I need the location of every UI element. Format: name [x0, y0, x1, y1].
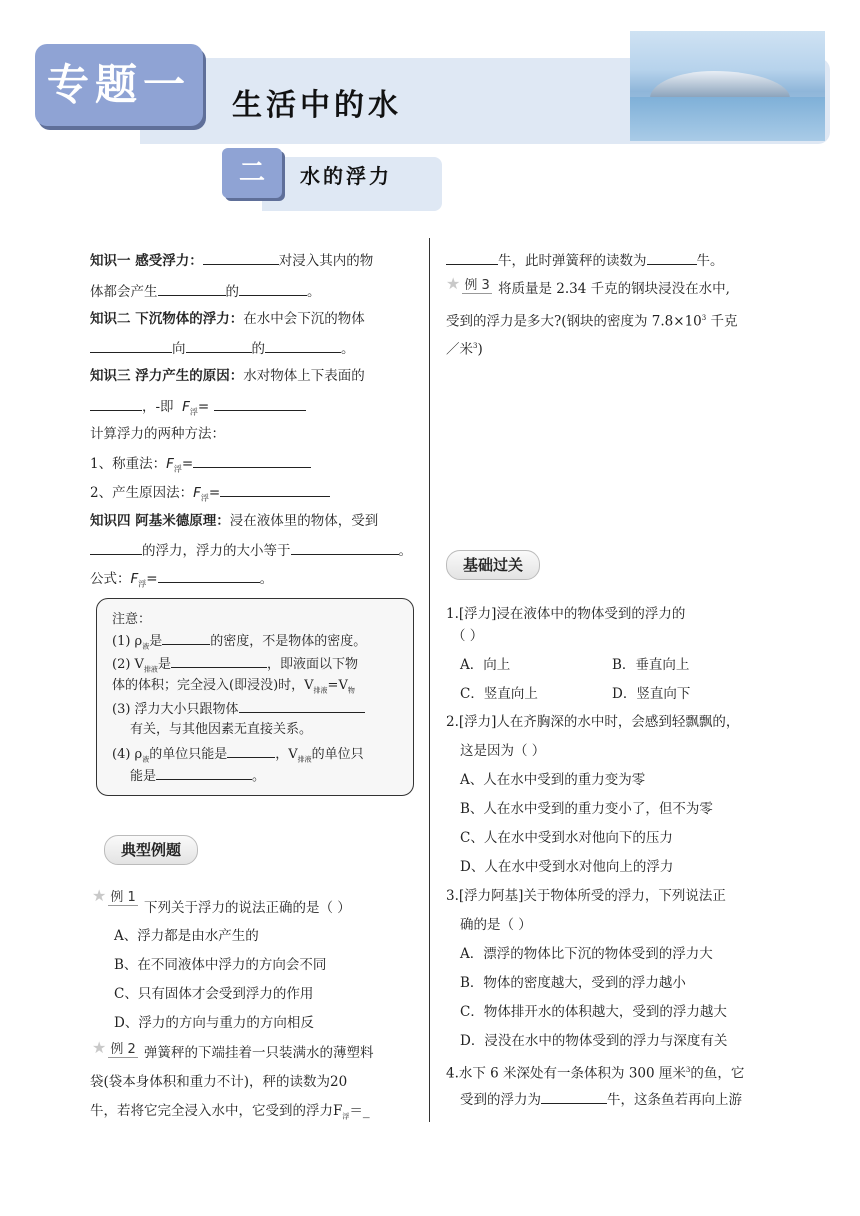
example-1-question: 下列关于浮力的说法正确的是（ ）	[144, 900, 351, 916]
example-1-option-a: A、浮力都是由水产生的	[114, 928, 259, 944]
formula-line: 公式：$F_浮=$ 。	[90, 568, 273, 595]
question-1-option-b: B．垂直向上	[612, 657, 690, 673]
example-2-line3: 牛，若将它完全浸入水中，它受到的浮力$F_浮=\_$	[90, 1103, 370, 1121]
note-item-1: (1) $\rho_液$是 的密度，不是物体的密度。	[112, 630, 366, 657]
question-3-option-c: C．物体排开水的体积越大，受到的浮力越大	[460, 1004, 727, 1020]
note-item-3-line2: 有关，与其他因素无直接关系。	[130, 722, 313, 737]
question-2-option-d: D、人在水中受到水对他向上的浮力	[460, 859, 674, 875]
question-3-option-d: D．浸没在水中的物体受到的浮力与深度有关	[460, 1033, 728, 1049]
question-1-line1: 1.[浮力]浸在液体中的物体受到的浮力的	[446, 606, 686, 622]
question-2-option-c: C、人在水中受到水对他向下的压力	[460, 830, 673, 846]
basic-practice-pill: 基础过关	[446, 550, 540, 580]
column-divider	[429, 238, 430, 1122]
typical-examples-pill: 典型例题	[104, 835, 198, 865]
question-1-option-c: C．竖直向上	[460, 686, 538, 702]
note-item-2-line1: (2) $V_{排液}$是 ，即液面以下物	[112, 653, 358, 680]
knowledge-2-line2: 向 的 。	[90, 338, 355, 359]
sea-shape	[630, 97, 825, 141]
question-4-line2: 受到的浮力为 牛，这条鱼若再向上游	[460, 1089, 742, 1110]
example-3-line2: 受到的浮力是多大?(钢块的密度为 $7.8\times 10^3$ 千克	[446, 313, 738, 330]
star-icon: ★	[92, 1038, 107, 1057]
question-3-line1: 3.[浮力阿基]关于物体所受的浮力，下列说法正	[446, 888, 726, 904]
example-1-option-b: B、在不同液体中浮力的方向会不同	[114, 957, 327, 973]
question-2-option-a: A、人在水中受到的重力变为零	[460, 772, 646, 788]
note-title: 注意：	[112, 612, 152, 627]
note-item-4-line1: (4) $\rho_液$的单位只能是 ，$V_{排液}$的单位只	[112, 743, 364, 770]
star-icon: ★	[92, 886, 107, 905]
example-2-line1: 弹簧秤的下端挂着一只装满水的薄塑料	[144, 1045, 374, 1061]
question-2-line1: 2.[浮力]人在齐胸深的水中时，会感到轻飘飘的，	[446, 714, 740, 730]
section-number: 二	[238, 158, 265, 188]
question-3-line2: 确的是（ ）	[460, 917, 532, 933]
question-1-option-a: A．向上	[460, 657, 511, 673]
knowledge-3-line2: ，-即 $F_浮=$	[90, 396, 306, 423]
note-item-3-line1: (3) 浮力大小只跟物体	[112, 698, 365, 720]
section-title: 水的浮力	[300, 164, 392, 188]
example-1-option-c: C、只有固体才会受到浮力的作用	[114, 986, 314, 1002]
example-3-line1: 将质量是 2.34 千克的钢块浸没在水中,	[498, 281, 730, 297]
question-3-option-b: B．物体的密度越大，受到的浮力越小	[460, 975, 686, 991]
topic-title: 生活中的水	[232, 88, 402, 123]
question-2-option-b: B、人在水中受到的重力变小了，但不为零	[460, 801, 713, 817]
question-1-line2: （ ）	[452, 628, 484, 644]
header-sea-photo	[630, 31, 825, 141]
knowledge-1-line1: 知识一 感受浮力： 对浸入其内的物	[90, 250, 373, 271]
example-3-line3: ／米$^3$)	[446, 341, 483, 358]
knowledge-1-line2: 体都会产生 的 。	[90, 281, 321, 302]
knowledge-4-line1: 知识四 阿基米德原理：浸在液体里的物体，受到	[90, 513, 379, 529]
question-1-option-d: D．竖直向下	[612, 686, 691, 702]
question-2-line2: 这是因为（ ）	[460, 743, 546, 759]
example-2-tag: ★ 例 2	[92, 1038, 136, 1057]
method-2: 2、产生原因法：$F_浮=$	[90, 482, 330, 509]
example-1-option-d: D、浮力的方向与重力的方向相反	[114, 1015, 314, 1031]
method-1: 1、称重法：$F_浮=$	[90, 453, 311, 480]
example-3-tag: ★ 例 3	[446, 274, 490, 293]
example-2-continued: 牛，此时弹簧秤的读数为 牛。	[446, 250, 724, 271]
knowledge-4-line2: 的浮力，浮力的大小等于 。	[90, 540, 412, 561]
note-item-2-line2: 体的体积；完全浸入(即浸没)时，$V_{排液}=V_物$	[112, 678, 355, 695]
knowledge-3-line1: 知识三 浮力产生的原因：水对物体上下表面的	[90, 368, 365, 384]
example-2-line2: 袋(袋本身体积和重力不计)，秤的读数为20	[90, 1074, 348, 1090]
note-item-4-line2: 能是 。	[130, 765, 265, 787]
example-1-tag: ★ 例 1	[92, 886, 136, 905]
question-4-line1: 4.水下 6 米深处有一条体积为 300 厘米$^3$的鱼，它	[446, 1065, 745, 1082]
topic-label: 专题一	[46, 60, 191, 109]
question-3-option-a: A．漂浮的物体比下沉的物体受到的浮力大	[460, 946, 713, 962]
star-icon: ★	[446, 274, 461, 293]
methods-heading: 计算浮力的两种方法：	[90, 426, 225, 442]
knowledge-2-line1: 知识二 下沉物体的浮力：在水中会下沉的物体	[90, 311, 365, 327]
